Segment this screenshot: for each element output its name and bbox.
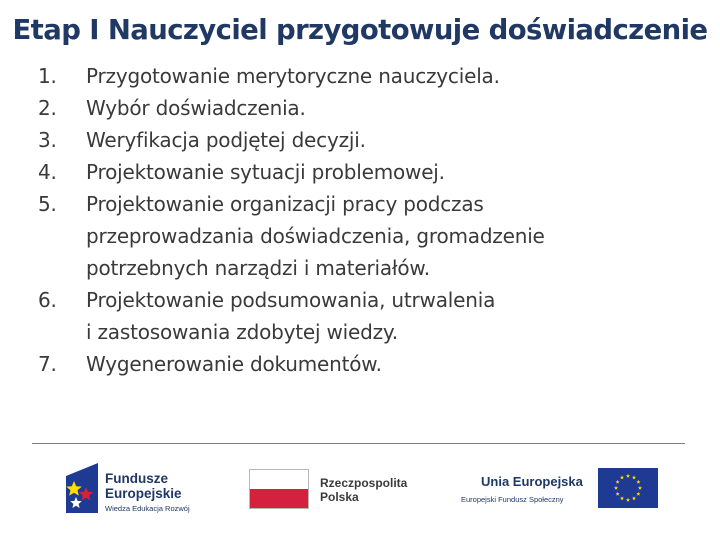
list-item-text — [86, 60, 698, 92]
list-item-line: przeprowadzania doświadczenia, gromadzenie — [86, 224, 545, 248]
list-item-text — [86, 348, 698, 380]
list-item-line: i zastosowania zdobytej wiedzy. — [86, 320, 398, 344]
fundusze-subtitle: Wiedza Edukacja Rozwój — [105, 504, 190, 513]
list-item — [38, 156, 698, 188]
list-item-line: Wybór doświadczenia. — [86, 96, 306, 120]
list-item-text — [86, 156, 698, 188]
list-item-number: 4. — [38, 160, 57, 184]
list-item-text — [86, 188, 698, 284]
list-item-text — [86, 284, 698, 348]
list-item-number: 5. — [38, 192, 57, 216]
list-item-line: Projektowanie podsumowania, utrwalenia — [86, 288, 496, 312]
list-item — [38, 348, 698, 380]
list-item — [38, 124, 698, 156]
eu-flag-icon — [598, 468, 658, 508]
list-item-text — [86, 92, 698, 124]
list-item-number: 7. — [38, 352, 57, 376]
fundusze-europejskie-mark-icon — [64, 462, 102, 514]
list-item-number: 3. — [38, 128, 57, 152]
list-item-line: Projektowanie organizacji pracy podczas — [86, 192, 484, 216]
list-item-line: Wygenerowanie dokumentów. — [86, 352, 382, 376]
eu-subtitle: Europejski Fundusz Społeczny — [461, 495, 564, 504]
poland-name-line: Rzeczpospolita — [320, 476, 408, 490]
poland-name-line: Polska — [320, 490, 359, 504]
eu-name: Unia Europejska — [481, 474, 583, 489]
list-item-number: 1. — [38, 64, 57, 88]
fundusze-title-line: Europejskie — [105, 486, 182, 501]
list-item-line: potrzebnych narządzi i materiałów. — [86, 256, 430, 280]
list-item — [38, 92, 698, 124]
list-item-line: Weryfikacja podjętej decyzji. — [86, 128, 366, 152]
fundusze-europejskie-logo — [64, 462, 244, 518]
list-item-line: Przygotowanie merytoryczne nauczyciela. — [86, 64, 500, 88]
list-item-number: 6. — [38, 288, 57, 312]
fundusze-title-line: Fundusze — [105, 471, 168, 486]
list-item — [38, 60, 698, 92]
footer-divider — [32, 443, 685, 444]
list-item-number: 2. — [38, 96, 57, 120]
list-item — [38, 284, 698, 348]
poland-flag-icon — [249, 469, 309, 509]
list-item — [38, 188, 698, 284]
steps-list — [38, 60, 698, 380]
list-item-text — [86, 124, 698, 156]
footer-logos — [0, 458, 720, 528]
page-title: Etap I Nauczyciel przygotowuje doświadczenie — [12, 14, 708, 46]
list-item-line: Projektowanie sytuacji problemowej. — [86, 160, 445, 184]
